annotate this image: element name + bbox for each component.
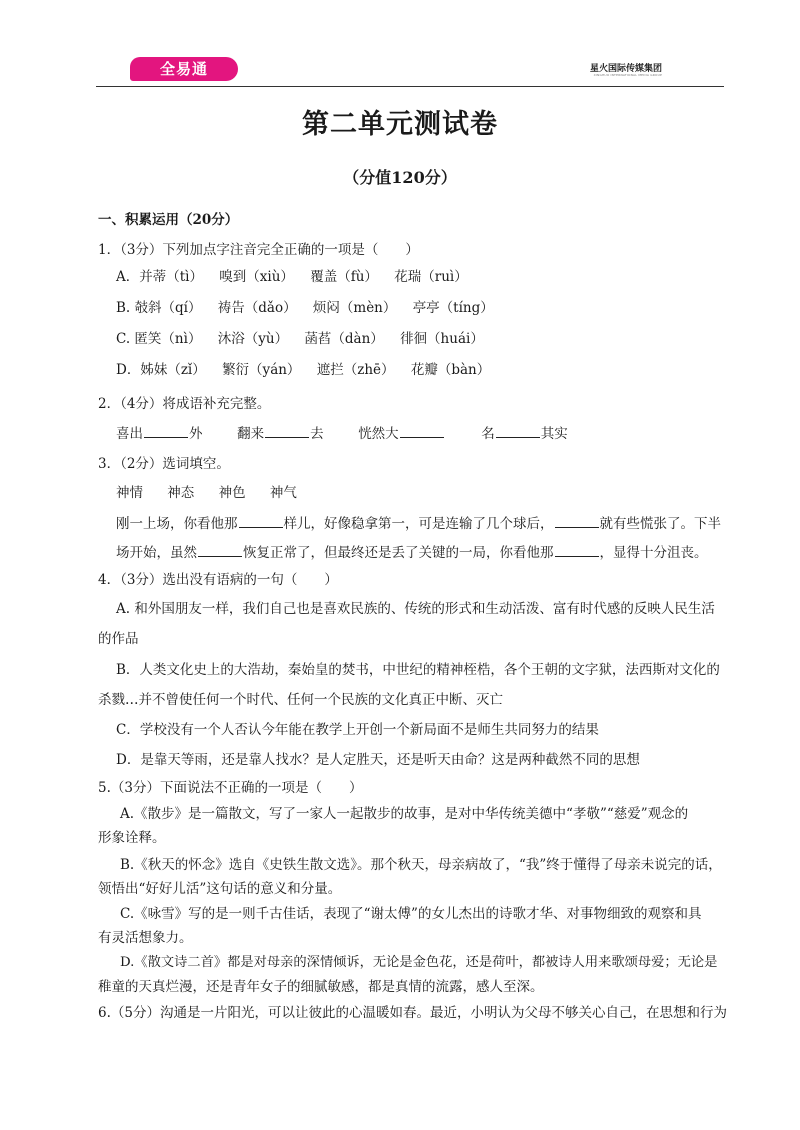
- option-term: 繁衍（yán）: [222, 362, 301, 378]
- passage-text: ，显得十分沮丧。: [599, 545, 708, 561]
- fill-blank[interactable]: [239, 513, 283, 528]
- question-4-option-d: D．是靠天等雨，还是靠人找水？是人定胜天，还是听天由命？这是两种截然不同的思想: [116, 752, 640, 768]
- word-option: 神气: [269, 485, 297, 501]
- passage-text: 场开始，虽然: [116, 545, 197, 561]
- question-4-option-b: B．人类文化史上的大浩劫，秦始皇的焚书，中世纪的精神桎梏，各个王朝的文字狱，法西斯对文化的: [116, 662, 720, 678]
- idiom-part: 其实: [540, 426, 568, 442]
- publisher-name: 星火国际传媒集团: [589, 64, 662, 74]
- option-term: 覆盖（fù）: [310, 269, 378, 285]
- option-term: A．并蒂（tì）: [116, 269, 203, 285]
- fill-blank[interactable]: [144, 423, 188, 438]
- passage-text: 样儿，好像稳拿第一，可是连输了几个球后，: [283, 516, 554, 532]
- section-heading: 一、积累运用（20分）: [98, 212, 239, 228]
- passage-text: 恢复正常了，但最终还是丢了关键的一局，你看他那: [243, 545, 554, 561]
- question-5-option-b-cont: 领悟出“好好儿活”这句话的意义和分量。: [98, 881, 342, 897]
- question-5-stem: 5.（3分）下面说法不正确的一项是（ ）: [98, 780, 363, 796]
- idiom-part: 名: [481, 426, 495, 442]
- passage-text: 就有些慌张了。下半: [599, 516, 721, 532]
- question-2-idioms: [116, 423, 568, 444]
- option-term: 祷告（dǎo）: [217, 300, 297, 316]
- question-4-option-b-cont: 杀戮…并不曾使任何一个时代、任何一个民族的文化真正中断、灭亡: [98, 692, 503, 708]
- question-1-option-d: [116, 360, 502, 380]
- page-title: 第二单元测试卷: [302, 109, 498, 140]
- fill-blank[interactable]: [555, 513, 599, 528]
- question-1-option-a: [116, 267, 480, 287]
- question-4-stem: 4．（3分）选出没有语病的一句（ ）: [98, 572, 338, 588]
- option-term: 徘徊（huái）: [400, 331, 484, 347]
- word-option: 神情: [116, 485, 143, 501]
- option-term: B. 攲斜（qí）: [116, 300, 202, 316]
- question-5-option-c: C.《咏雪》写的是一则千古佳话，表现了“谢太傅”的女儿杰出的诗歌才华、对事物细致的观察和具: [120, 906, 702, 922]
- question-1-stem: 1．（3分）下列加点字注音完全正确的一项是（ ）: [98, 242, 419, 258]
- question-5-option-d-cont: 稚童的天真烂漫，还是青年女子的细腻敏感，都是真情的流露，感人至深。: [98, 979, 544, 995]
- fill-blank[interactable]: [400, 423, 444, 438]
- question-5-option-b: B.《秋天的怀念》选自《史铁生散文选》。那个秋天，母亲病故了，“我”终于懂得了母亲未说完的话，: [120, 857, 722, 873]
- brand-logo: 全易通: [130, 57, 238, 81]
- question-3-passage-line-2: [116, 542, 708, 563]
- idiom-part: 去: [310, 426, 324, 442]
- option-term: 花瑞（ruì）: [394, 269, 468, 285]
- question-3-passage-line-1: [116, 513, 721, 534]
- page-header: [96, 52, 724, 88]
- passage-text: 刚一上场，你看他那: [116, 516, 238, 532]
- question-4-option-a-cont: 的作品: [98, 631, 139, 647]
- idiom-part: 喜出: [116, 426, 143, 442]
- option-term: 烦闷（mèn）: [312, 300, 397, 316]
- fill-blank[interactable]: [555, 542, 599, 557]
- option-term: C. 匿笑（nì）: [116, 331, 202, 347]
- idiom-part: 翻来: [237, 426, 265, 442]
- fill-blank[interactable]: [496, 423, 540, 438]
- option-term: 菡萏（dàn）: [304, 331, 384, 347]
- question-5-option-a-cont: 形象诠释。: [98, 830, 166, 846]
- option-term: 沐浴（yù）: [217, 331, 289, 347]
- word-option: 神色: [218, 485, 246, 501]
- question-4-option-c: C．学校没有一个人否认今年能在教学上开创一个新局面不是师生共同努力的结果: [116, 722, 599, 738]
- idiom-part: 外: [189, 426, 203, 442]
- question-5-option-a: A.《散步》是一篇散文，写了一家人一起散步的故事，是对中华传统美德中“孝敬”“慈爱”观念的: [120, 806, 689, 822]
- question-6-stem: 6.（5分）沟通是一片阳光，可以让彼此的心温暖如春。最近，小明认为父母不够关心自己，在思想和行为: [98, 1005, 727, 1021]
- option-term: 亭亭（tíng）: [412, 300, 494, 316]
- question-3-word-bank: [116, 483, 317, 503]
- question-5-option-d: D.《散文诗二首》都是对母亲的深情倾诉，无论是金色花，还是荷叶，都被诗人用来歌颂母爱；无论是: [120, 955, 718, 970]
- option-term: 遮拦（zhē）: [316, 362, 395, 378]
- question-1-option-b: [116, 298, 506, 318]
- option-term: D．姊妹（zǐ）: [116, 362, 206, 378]
- fill-blank[interactable]: [265, 423, 309, 438]
- question-2-stem: 2．（4分）将成语补充完整。: [98, 396, 271, 412]
- idiom-part: 恍然大: [358, 426, 399, 442]
- question-4-option-a: A. 和外国朋友一样，我们自己也是喜欢民族的、传统的形式和生动活泼、富有时代感的反映人民生活: [116, 601, 715, 617]
- word-option: 神态: [167, 485, 195, 501]
- question-3-stem: 3．（2分）选词填空。: [98, 456, 230, 472]
- header-divider: [96, 86, 724, 87]
- fill-blank[interactable]: [198, 542, 242, 557]
- question-1-option-c: [116, 329, 496, 349]
- page-subtitle: （分值120分）: [343, 168, 457, 187]
- publisher-subtitle: XINGHUO INTERNATIONAL MEDIA GROUP: [593, 73, 662, 77]
- option-term: 嗅到（xiù）: [219, 269, 294, 285]
- question-5-option-c-cont: 有灵活想象力。: [98, 930, 193, 946]
- option-term: 花瓣（bàn）: [410, 362, 491, 378]
